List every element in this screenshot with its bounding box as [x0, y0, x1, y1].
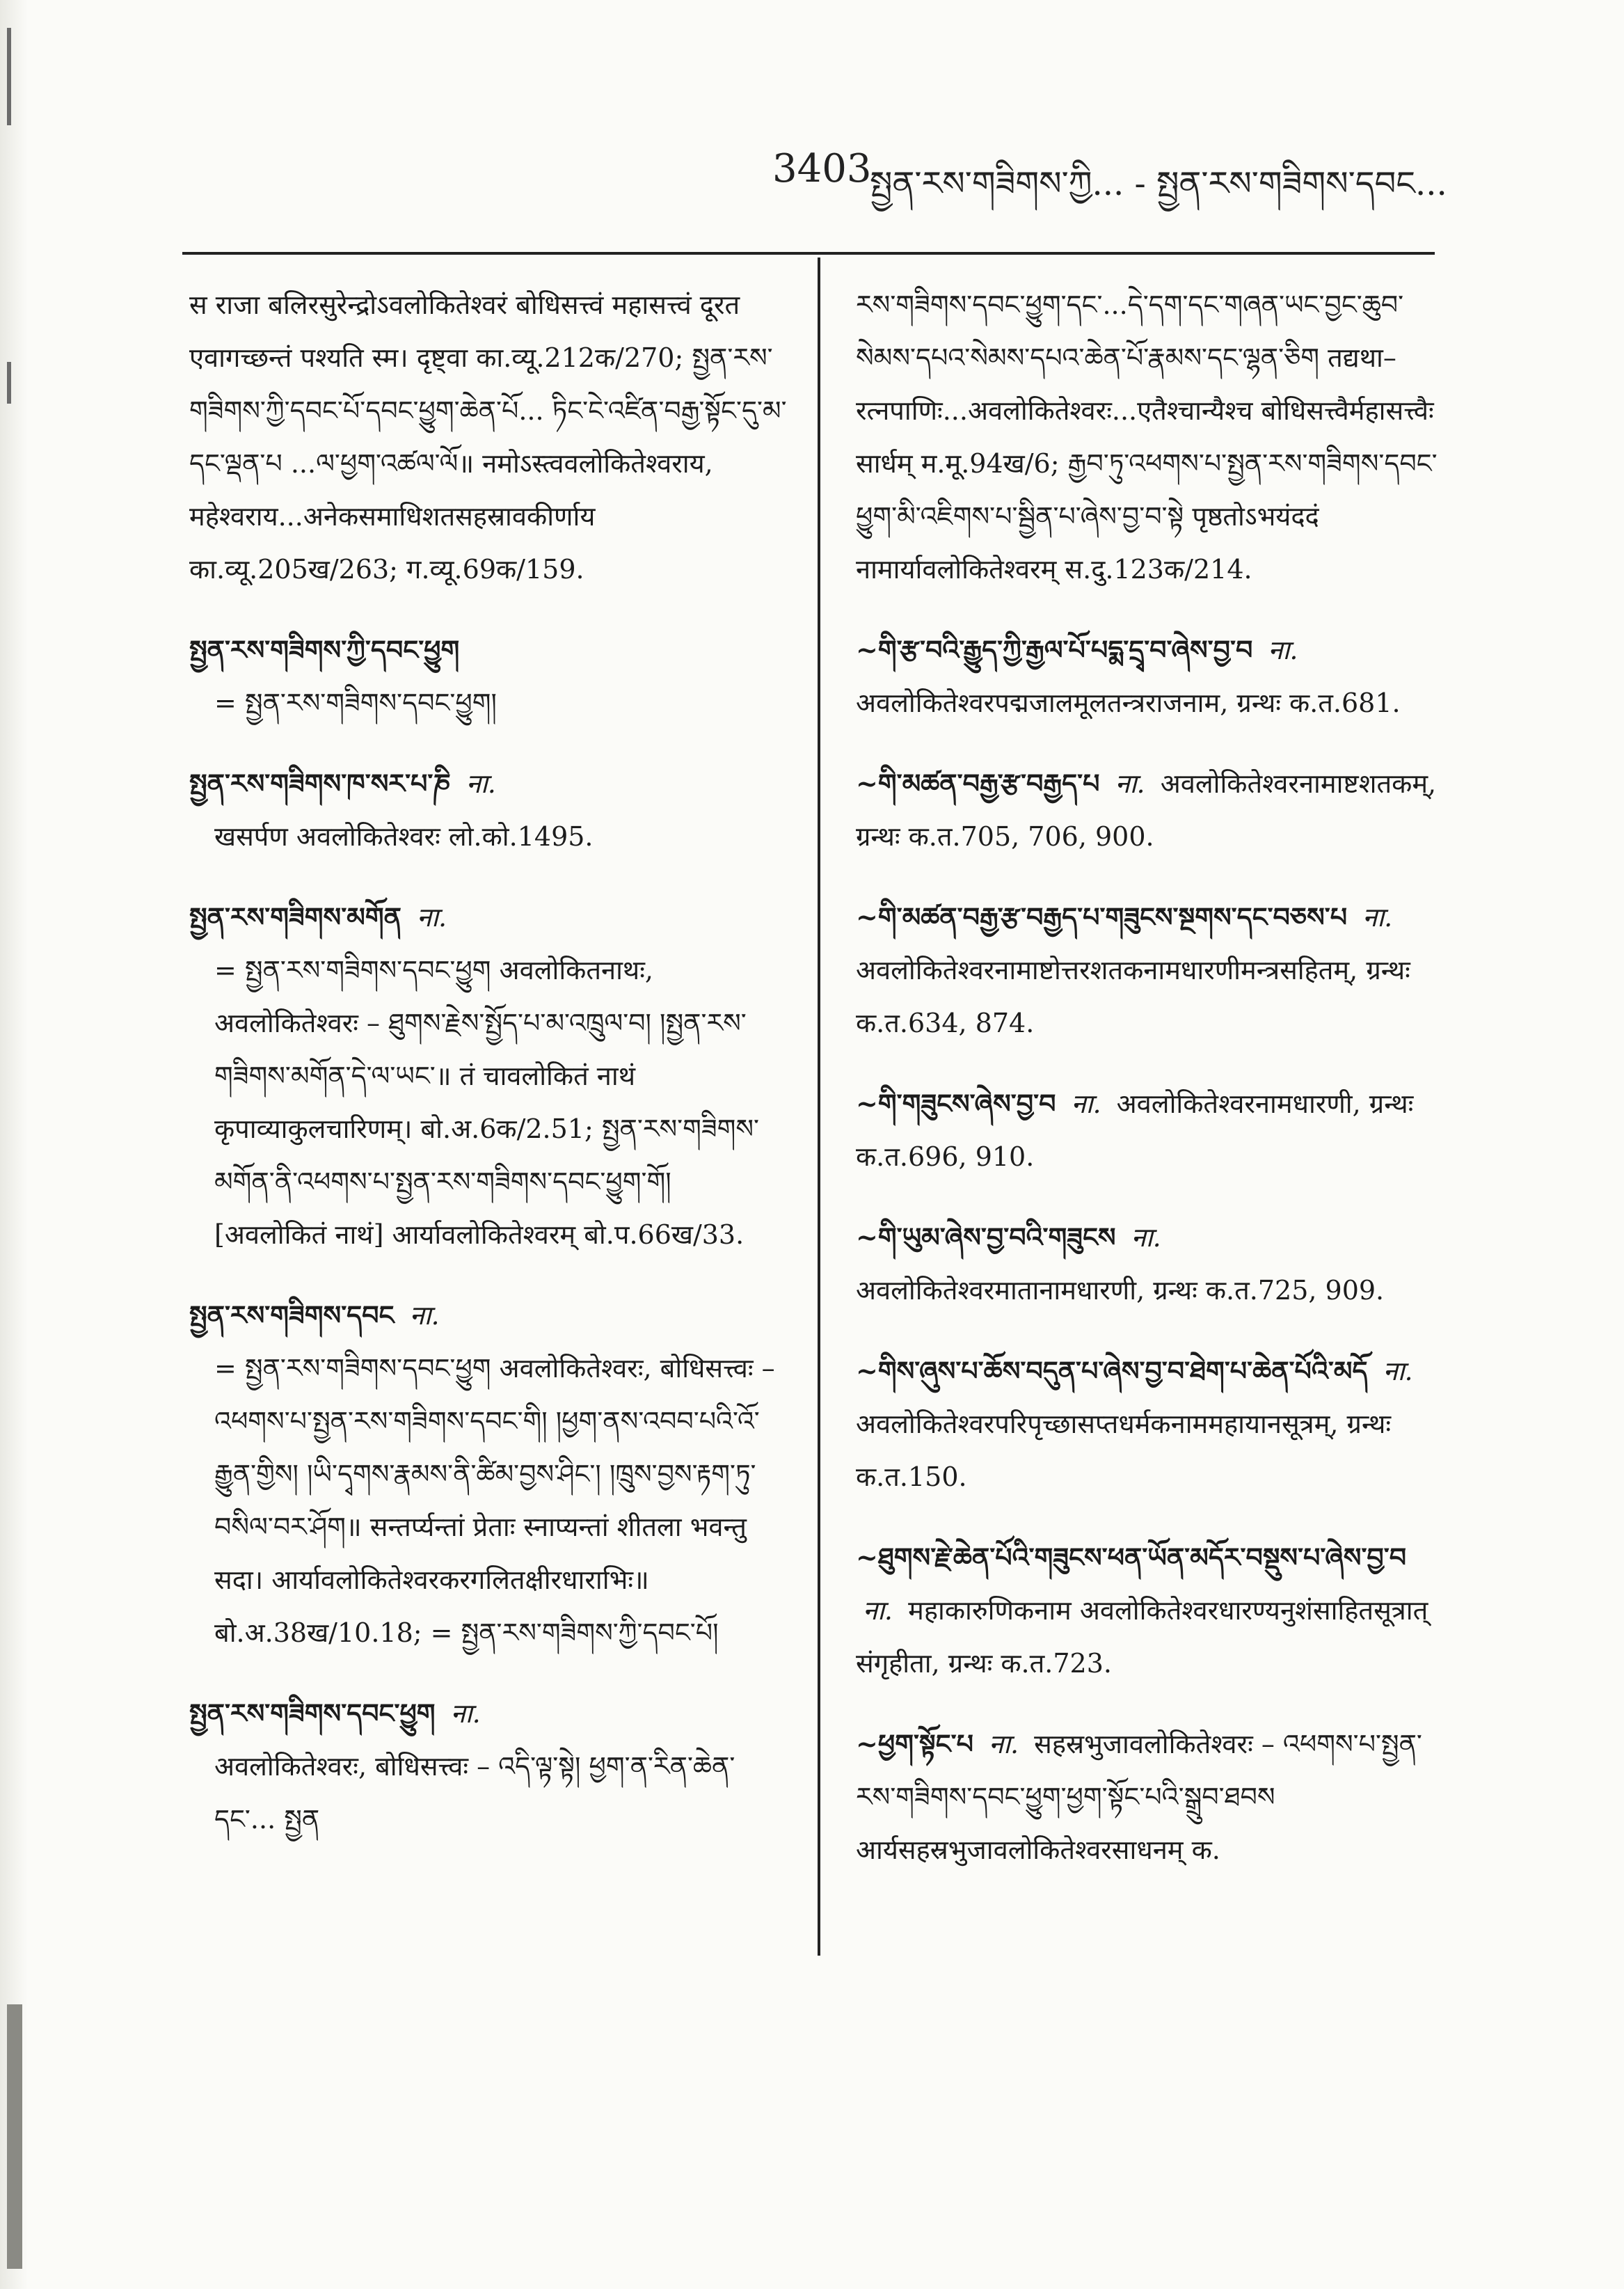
entry-abbr: ना. [1131, 1222, 1161, 1253]
entry-headword: སྤྱན་རས་གཟིགས་དབང་ཕྱུག [189, 1697, 436, 1729]
dictionary-entry [189, 757, 788, 863]
entry-text: महाकारुणिकनाम अवलोकितेश्वरधारण्यनुशंसाहितसूत्रात् संगृहीता, ग्रन्थः क.त.723. [856, 1595, 1428, 1679]
entry-text: अवलोकितेश्वरमातानामधारणी, ग्रन्थः क.त.725, 909. [856, 1275, 1385, 1306]
entry-text: अवलोकितेश्वरनामाष्टशतकम्, ग्रन्थः क.त.705, 706, 900. [856, 768, 1437, 852]
entry-text: अवलोकितेश्वरनामधारणी, ग्रन्थः क.त.696, 910. [856, 1088, 1414, 1172]
dictionary-entry [856, 1211, 1454, 1317]
dictionary-entry [856, 757, 1454, 863]
entry-abbr: ना. [863, 1595, 893, 1626]
entry-text: अवलोकितेश्वरः, बोधिसत्त्वः – འདི་ལྟ་སྟེ། ཕྱག་ན་རིན་ཆེན་དང་... སྤྱན [214, 1751, 735, 1835]
entry-text: = སྤྱན་རས་གཟིགས་དབང་ཕྱུག། [214, 688, 497, 718]
scan-mark [7, 362, 11, 404]
scan-edge [0, 0, 28, 2289]
entry-headword: ~གི་མཚན་བརྒྱ་རྩ་བརྒྱད་པ [856, 768, 1100, 799]
entry-abbr: ना. [465, 768, 496, 799]
entry-text: अवलोकितेश्वरपरिपृच्छासप्तधर्मकनाममहायानसूत्रम्, ग्रन्थः क.त.150. [856, 1409, 1392, 1492]
entry-text: खसर्पण अवलोकितेश्वरः लो.को.1495. [214, 821, 594, 852]
header-rule [182, 252, 1435, 255]
scan-mark [7, 2004, 22, 2269]
dictionary-entry [856, 1077, 1454, 1183]
entry-headword: ~གི་ཡུམ་ཞེས་བྱ་བའི་གཟུངས [856, 1221, 1116, 1253]
dictionary-entry [856, 1718, 1454, 1876]
entry-headword: སྤྱན་རས་གཟིགས་དབང [189, 1299, 395, 1331]
entry-abbr: ना. [409, 1300, 440, 1331]
scan-mark [7, 28, 11, 125]
entry-text: सहस्रभुजावलोकितेश्वरः – འཕགས་པ་སྤྱན་རས་གཟིགས་དབང་ཕྱུག་ཕྱག་སྟོང་པའི་སྒྲུབ་ཐབས आर्यसहस्रभुजावलोकितेश्वरसाधनम् क. [856, 1729, 1422, 1865]
entry-text: अवलोकितेश्वरपद्मजालमूलतन्त्रराजनाम, ग्रन्थः क.त.681. [856, 688, 1401, 718]
entry-headword: ~གི་གཟུངས་ཞེས་བྱ་བ [856, 1088, 1056, 1119]
dictionary-entry [856, 1345, 1454, 1503]
entry-headword: ~གི་མཚན་བརྒྱ་རྩ་བརྒྱད་པ་གཟུངས་སྔགས་དང་བཅས་པ [856, 901, 1348, 933]
entry-abbr: ना. [450, 1698, 481, 1729]
entry-text: = སྤྱན་རས་གཟིགས་དབང་ཕྱུག अवलोकितेश्वरः, बोधिसत्त्वः – འཕགས་པ་སྤྱན་རས་གཟིགས་དབང་གི། །ཕྱག་ནས་འབབ་པའི་འོ་རྒྱུན་གྱིས། །ཡི་དྭགས་རྣམས་ནི་ཚིམ་བྱས་ཤིང་། །ཁྲུས་བྱས་རྟག་ཏུ་བསིལ་བར་ཤོག॥ सन्तर्प्यन्तां प्रेताः स्नाप्यन्तां शीतला भवन्तु सदा। आर्यावलोकितेश्वरकरगलितक्षीरधाराभिः॥ बो.अ.38ख/10.18; = སྤྱན་རས་གཟིགས་ཀྱི་དབང་པོ། [214, 1353, 775, 1648]
dictionary-entry [856, 624, 1454, 729]
dictionary-entry [856, 278, 1454, 596]
entry-text: རས་གཟིགས་དབང་ཕྱུག་དང་...དེ་དག་དང་གཞན་ཡང་བྱང་ཆུབ་སེམས་དཔའ་སེམས་དཔའ་ཆེན་པོ་རྣམས་དང་ལྷན་ཅིག तद्यथा–रत्नपाणिः...अवलोकितेश्वरः...एतैश्चान्यैश्च बोधिसत्त्वैर्महासत्त्वैः सार्धम् म.मू.94ख/6; རྒྱབ་ཏུ་འཕགས་པ་སྤྱན་རས་གཟིགས་དབང་ཕྱུག་མི་འཇིགས་པ་སྦྱིན་པ་ཞེས་བྱ་བ་སྟེ पृष्ठतोऽभयंददं नामार्यावलोकितेश्वरम् स.दु.123क/214. [856, 290, 1438, 585]
entry-text: अवलोकितेश्वरनामाष्टोत्तरशतकनामधारणीमन्त्रसहितम्, ग्रन्थः क.त.634, 874. [856, 955, 1410, 1038]
entry-headword: སྤྱན་རས་གཟིགས་མགོན [189, 901, 401, 933]
entry-text: स राजा बलिरसुरेन्द्रोऽवलोकितेश्वरं बोधिसत्त्वं महासत्त्वं दूरत एवागच्छन्तं पश्यति स्म। दृष्ट्वा का.व्यू.212क/270; སྤྱན་རས་གཟིགས་ཀྱི་དབང་པོ་དབང་ཕྱུག་ཆེན་པོ... ཏིང་ངེ་འཛིན་བརྒྱ་སྟོང་དུ་མ་དང་ལྡན་པ ...ལ་ཕྱག་འཚལ་ལོ॥ नमोऽस्त्ववलोकितेश्वराय, महेश्वराय...अनेकसमाधिशतसहस्रावकीर्णाय का.व्यू.205ख/263; ग.व्यू.69क/159. [189, 290, 787, 585]
left-column [189, 278, 788, 1874]
entry-headword: སྤྱན་རས་གཟིགས་ཀྱི་དབང་ཕྱུག [189, 634, 460, 665]
entry-abbr: ना. [1115, 768, 1145, 799]
entry-headword: ~གིས་ཞུས་པ་ཆོས་བདུན་པ་ཞེས་བྱ་བ་ཐེག་པ་ཆེན་པོའི་མདོ [856, 1355, 1368, 1386]
entry-text: = སྤྱན་རས་གཟིགས་དབང་ཕྱུག अवलोकितनाथः, अवलोकितेश्वरः – ཐུགས་རྗེས་སྤྱོད་པ་མ་འཁྲུལ་བ། །སྤྱན་རས་གཟིགས་མགོན་དེ་ལ་ཡང་॥ तं चावलोकितं नाथं कृपाव्याकुलचारिणम्। बो.अ.6क/2.51; སྤྱན་རས་གཟིགས་མགོན་ནི་འཕགས་པ་སྤྱན་རས་གཟིགས་དབང་ཕྱུག་གོ། [अवलोकितं नाथं] आर्यावलोकितेश्वरम् बो.प.66ख/33. [214, 955, 760, 1250]
column-divider [818, 258, 820, 1956]
page-number: 3403 [772, 146, 872, 191]
dictionary-entry [189, 624, 788, 729]
entry-headword: ~ཕྱག་སྟོང་པ [856, 1728, 973, 1759]
dictionary-entry [189, 891, 788, 1261]
running-header: སྤྱན་རས་གཟིགས་ཀྱི... - སྤྱན་རས་གཟིགས་དབང... [870, 164, 1447, 203]
dictionary-entry [189, 1289, 788, 1659]
entry-abbr: ना. [417, 902, 447, 933]
entry-abbr: ना. [989, 1729, 1019, 1759]
entry-abbr: ना. [1362, 902, 1393, 933]
dictionary-entry [189, 278, 788, 596]
right-column [856, 278, 1454, 1904]
entry-abbr: ना. [1383, 1356, 1413, 1386]
dictionary-entry [189, 1687, 788, 1846]
entry-headword: ~ཐུགས་རྗེ་ཆེན་པོའི་གཟུངས་ཕན་ཡོན་མདོར་བསྡུས་པ་ཞེས་བྱ་བ [856, 1542, 1407, 1573]
entry-headword: ~གི་རྩ་བའི་རྒྱུད་ཀྱི་རྒྱལ་པོ་པདྨ་དྲྭ་བ་ཞེས་བྱ་བ [856, 634, 1253, 665]
dictionary-entry [856, 891, 1454, 1050]
entry-headword: སྤྱན་རས་གཟིགས་ཁ་སར་པ་ཎི [189, 768, 451, 799]
entry-abbr: ना. [1268, 635, 1298, 665]
dictionary-entry [856, 1531, 1454, 1690]
entry-abbr: ना. [1071, 1088, 1101, 1119]
